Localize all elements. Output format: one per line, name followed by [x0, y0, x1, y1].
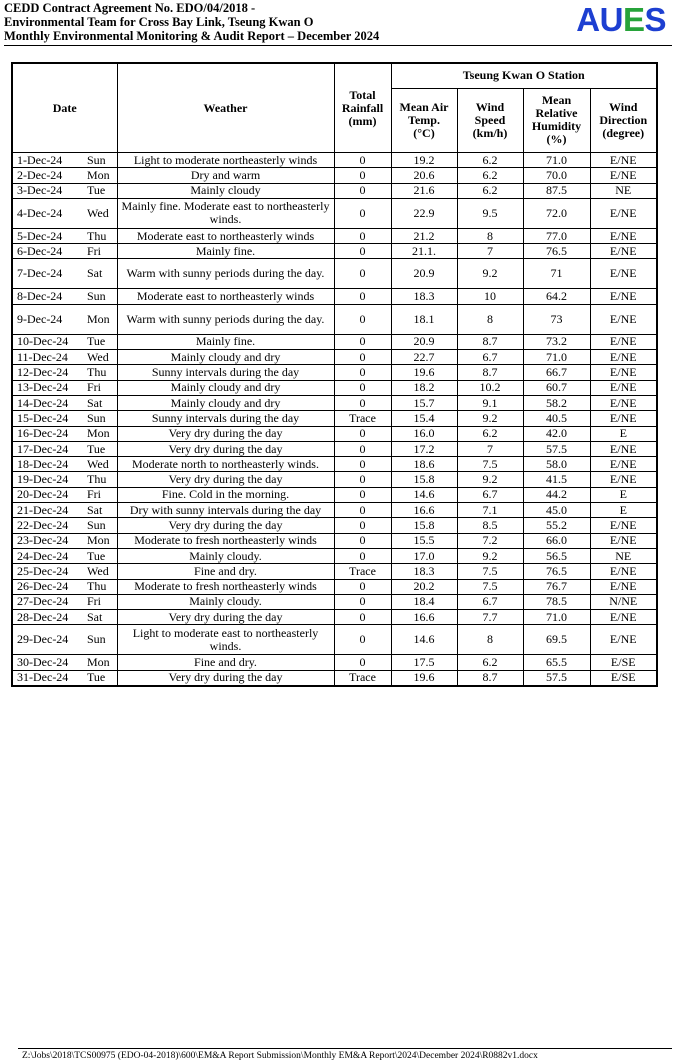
- row-rainfall: 0: [334, 304, 391, 334]
- row-humidity: 64.2: [523, 289, 590, 304]
- row-rainfall: 0: [334, 625, 391, 655]
- row-day: Mon: [84, 304, 117, 334]
- row-temperature: 20.9: [391, 334, 457, 349]
- report-header: [4, 0, 672, 46]
- row-weather: Mainly cloudy.: [117, 594, 334, 609]
- row-wind-speed: 6.2: [457, 153, 523, 168]
- row-wind-direction: E/NE: [590, 533, 657, 548]
- row-weather: Mainly cloudy: [117, 183, 334, 198]
- row-humidity: 71: [523, 259, 590, 289]
- row-wind-speed: 7.5: [457, 579, 523, 594]
- row-weather: Very dry during the day: [117, 518, 334, 533]
- table-row: [12, 198, 657, 228]
- row-day: Thu: [84, 579, 117, 594]
- row-weather: Very dry during the day: [117, 441, 334, 456]
- row-temperature: 20.2: [391, 579, 457, 594]
- row-day: Tue: [84, 441, 117, 456]
- row-day: Tue: [84, 183, 117, 198]
- row-rainfall: 0: [334, 503, 391, 518]
- row-day: Sun: [84, 289, 117, 304]
- row-date: 2-Dec-24: [12, 168, 84, 183]
- row-wind-speed: 6.7: [457, 350, 523, 365]
- row-humidity: 57.5: [523, 441, 590, 456]
- row-day: Wed: [84, 564, 117, 579]
- row-rainfall: 0: [334, 365, 391, 380]
- row-rainfall: 0: [334, 579, 391, 594]
- row-date: 27-Dec-24: [12, 594, 84, 609]
- row-day: Fri: [84, 244, 117, 259]
- row-humidity: 71.0: [523, 610, 590, 625]
- row-wind-speed: 7.5: [457, 457, 523, 472]
- row-temperature: 20.6: [391, 168, 457, 183]
- row-weather: Mainly fine.: [117, 334, 334, 349]
- table-row: [12, 503, 657, 518]
- table-row: [12, 625, 657, 655]
- row-day: Tue: [84, 334, 117, 349]
- row-weather: Warm with sunny periods during the day.: [117, 259, 334, 289]
- row-day: Fri: [84, 594, 117, 609]
- row-day: Sat: [84, 395, 117, 410]
- row-temperature: 19.2: [391, 153, 457, 168]
- row-weather: Mainly cloudy and dry: [117, 395, 334, 410]
- row-date: 3-Dec-24: [12, 183, 84, 198]
- row-wind-speed: 9.2: [457, 259, 523, 289]
- row-humidity: 76.5: [523, 244, 590, 259]
- row-day: Wed: [84, 350, 117, 365]
- team-title: Environmental Team for Cross Bay Link, Tseung Kwan O: [4, 15, 314, 29]
- row-temperature: 18.6: [391, 457, 457, 472]
- row-humidity: 65.5: [523, 655, 590, 670]
- row-wind-direction: N/NE: [590, 594, 657, 609]
- row-weather: Moderate east to northeasterly winds: [117, 289, 334, 304]
- row-wind-speed: 8.7: [457, 670, 523, 686]
- row-wind-speed: 6.2: [457, 183, 523, 198]
- row-wind-direction: E/NE: [590, 610, 657, 625]
- row-wind-direction: E: [590, 487, 657, 502]
- row-temperature: 17.0: [391, 548, 457, 563]
- row-humidity: 76.5: [523, 564, 590, 579]
- row-wind-speed: 9.5: [457, 198, 523, 228]
- header-divider: [4, 45, 672, 46]
- row-day: Mon: [84, 655, 117, 670]
- report-title: Monthly Environmental Monitoring & Audit Report – December 2024: [4, 29, 380, 43]
- row-wind-direction: E/NE: [590, 153, 657, 168]
- row-wind-direction: E/NE: [590, 564, 657, 579]
- row-humidity: 77.0: [523, 228, 590, 243]
- row-rainfall: 0: [334, 472, 391, 487]
- row-date: 10-Dec-24: [12, 334, 84, 349]
- row-date: 31-Dec-24: [12, 670, 84, 686]
- row-wind-speed: 10.2: [457, 380, 523, 395]
- table-row: [12, 289, 657, 304]
- row-wind-speed: 7: [457, 441, 523, 456]
- row-temperature: 19.6: [391, 365, 457, 380]
- row-date: 8-Dec-24: [12, 289, 84, 304]
- row-temperature: 15.8: [391, 518, 457, 533]
- row-wind-direction: NE: [590, 183, 657, 198]
- table-row: [12, 472, 657, 487]
- row-date: 22-Dec-24: [12, 518, 84, 533]
- row-date: 13-Dec-24: [12, 380, 84, 395]
- row-humidity: 58.0: [523, 457, 590, 472]
- row-temperature: 18.3: [391, 289, 457, 304]
- row-day: Thu: [84, 472, 117, 487]
- row-wind-direction: E/NE: [590, 411, 657, 426]
- row-temperature: 18.3: [391, 564, 457, 579]
- row-wind-direction: E/NE: [590, 244, 657, 259]
- row-humidity: 41.5: [523, 472, 590, 487]
- table-row: [12, 426, 657, 441]
- row-day: Thu: [84, 365, 117, 380]
- row-wind-speed: 7.7: [457, 610, 523, 625]
- row-date: 19-Dec-24: [12, 472, 84, 487]
- row-temperature: 15.7: [391, 395, 457, 410]
- row-temperature: 21.2: [391, 228, 457, 243]
- row-date: 17-Dec-24: [12, 441, 84, 456]
- row-humidity: 45.0: [523, 503, 590, 518]
- row-wind-direction: E/SE: [590, 670, 657, 686]
- row-temperature: 14.6: [391, 487, 457, 502]
- row-rainfall: 0: [334, 334, 391, 349]
- row-day: Mon: [84, 533, 117, 548]
- row-temperature: 15.4: [391, 411, 457, 426]
- row-day: Wed: [84, 198, 117, 228]
- row-humidity: 44.2: [523, 487, 590, 502]
- table-row: [12, 548, 657, 563]
- row-wind-speed: 8: [457, 228, 523, 243]
- row-weather: Very dry during the day: [117, 670, 334, 686]
- table-row: [12, 380, 657, 395]
- row-date: 7-Dec-24: [12, 259, 84, 289]
- row-wind-speed: 7.1: [457, 503, 523, 518]
- row-wind-speed: 8.7: [457, 365, 523, 380]
- row-rainfall: Trace: [334, 564, 391, 579]
- row-weather: Very dry during the day: [117, 472, 334, 487]
- row-date: 1-Dec-24: [12, 153, 84, 168]
- footer-divider: [18, 1048, 672, 1049]
- row-weather: Sunny intervals during the day: [117, 365, 334, 380]
- row-date: 28-Dec-24: [12, 610, 84, 625]
- row-weather: Dry with sunny intervals during the day: [117, 503, 334, 518]
- row-humidity: 40.5: [523, 411, 590, 426]
- row-wind-speed: 6.7: [457, 487, 523, 502]
- row-wind-speed: 7.5: [457, 564, 523, 579]
- row-date: 29-Dec-24: [12, 625, 84, 655]
- row-humidity: 56.5: [523, 548, 590, 563]
- row-wind-direction: E/NE: [590, 395, 657, 410]
- row-rainfall: 0: [334, 441, 391, 456]
- row-weather: Dry and warm: [117, 168, 334, 183]
- table-row: [12, 395, 657, 410]
- row-rainfall: 0: [334, 487, 391, 502]
- row-humidity: 76.7: [523, 579, 590, 594]
- row-wind-direction: E: [590, 426, 657, 441]
- row-temperature: 20.9: [391, 259, 457, 289]
- row-rainfall: 0: [334, 533, 391, 548]
- row-day: Sun: [84, 411, 117, 426]
- table-row: [12, 183, 657, 198]
- row-date: 6-Dec-24: [12, 244, 84, 259]
- wind-speed-header: Wind Speed (km/h): [457, 88, 523, 152]
- row-date: 12-Dec-24: [12, 365, 84, 380]
- row-wind-direction: E/NE: [590, 168, 657, 183]
- table-row: [12, 365, 657, 380]
- row-date: 15-Dec-24: [12, 411, 84, 426]
- weather-table-body: [12, 153, 657, 687]
- table-row: [12, 457, 657, 472]
- table-row: [12, 487, 657, 502]
- table-row: [12, 670, 657, 686]
- row-wind-direction: E/NE: [590, 259, 657, 289]
- row-rainfall: 0: [334, 350, 391, 365]
- row-rainfall: 0: [334, 457, 391, 472]
- row-rainfall: 0: [334, 426, 391, 441]
- row-wind-speed: 7.2: [457, 533, 523, 548]
- row-weather: Mainly cloudy.: [117, 548, 334, 563]
- row-date: 5-Dec-24: [12, 228, 84, 243]
- row-rainfall: 0: [334, 548, 391, 563]
- row-wind-speed: 8.7: [457, 334, 523, 349]
- weather-header: Weather: [117, 63, 334, 153]
- row-humidity: 42.0: [523, 426, 590, 441]
- row-wind-speed: 6.2: [457, 168, 523, 183]
- row-humidity: 78.5: [523, 594, 590, 609]
- row-wind-direction: E/NE: [590, 350, 657, 365]
- row-wind-speed: 8: [457, 625, 523, 655]
- row-temperature: 16.0: [391, 426, 457, 441]
- row-day: Tue: [84, 548, 117, 563]
- row-rainfall: 0: [334, 244, 391, 259]
- table-row: [12, 533, 657, 548]
- table-row: [12, 518, 657, 533]
- row-temperature: 14.6: [391, 625, 457, 655]
- row-weather: Moderate north to northeasterly winds.: [117, 457, 334, 472]
- row-weather: Moderate to fresh northeasterly winds: [117, 533, 334, 548]
- row-date: 4-Dec-24: [12, 198, 84, 228]
- row-weather: Fine and dry.: [117, 564, 334, 579]
- row-temperature: 18.4: [391, 594, 457, 609]
- row-humidity: 71.0: [523, 153, 590, 168]
- row-wind-direction: NE: [590, 548, 657, 563]
- row-temperature: 19.6: [391, 670, 457, 686]
- row-wind-direction: E/NE: [590, 365, 657, 380]
- row-wind-direction: E/NE: [590, 518, 657, 533]
- row-day: Sat: [84, 610, 117, 625]
- row-date: 18-Dec-24: [12, 457, 84, 472]
- row-wind-direction: E/NE: [590, 334, 657, 349]
- table-row: [12, 153, 657, 168]
- file-path-footer: Z:\Jobs\2018\TCS00975 (EDO-04-2018)\600\EM&A Report Submission\Monthly EM&A Report\2024\December 2024\R0882v1.docx: [22, 1051, 538, 1061]
- row-weather: Light to moderate northeasterly winds: [117, 153, 334, 168]
- row-wind-direction: E/NE: [590, 380, 657, 395]
- row-weather: Fine. Cold in the morning.: [117, 487, 334, 502]
- row-rainfall: 0: [334, 395, 391, 410]
- row-rainfall: 0: [334, 610, 391, 625]
- table-row: [12, 610, 657, 625]
- row-humidity: 70.0: [523, 168, 590, 183]
- row-temperature: 21.6: [391, 183, 457, 198]
- table-row: [12, 304, 657, 334]
- humidity-header: Mean Relative Humidity (%): [523, 88, 590, 152]
- row-day: Tue: [84, 670, 117, 686]
- row-rainfall: 0: [334, 153, 391, 168]
- row-temperature: 15.5: [391, 533, 457, 548]
- row-day: Wed: [84, 457, 117, 472]
- row-temperature: 17.5: [391, 655, 457, 670]
- row-wind-direction: E/NE: [590, 304, 657, 334]
- row-day: Fri: [84, 487, 117, 502]
- table-row: [12, 244, 657, 259]
- table-row: [12, 564, 657, 579]
- row-wind-direction: E/NE: [590, 625, 657, 655]
- row-rainfall: Trace: [334, 411, 391, 426]
- table-row: [12, 168, 657, 183]
- station-header: Tseung Kwan O Station: [391, 63, 657, 88]
- table-row: [12, 441, 657, 456]
- row-wind-direction: E/NE: [590, 441, 657, 456]
- temp-header: Mean Air Temp. (°C): [391, 88, 457, 152]
- row-wind-direction: E/NE: [590, 198, 657, 228]
- row-rainfall: 0: [334, 380, 391, 395]
- row-humidity: 73: [523, 304, 590, 334]
- row-humidity: 57.5: [523, 670, 590, 686]
- row-rainfall: 0: [334, 655, 391, 670]
- row-humidity: 55.2: [523, 518, 590, 533]
- row-rainfall: 0: [334, 168, 391, 183]
- row-temperature: 22.9: [391, 198, 457, 228]
- table-row: [12, 655, 657, 670]
- row-wind-speed: 9.1: [457, 395, 523, 410]
- row-weather: Mainly cloudy and dry: [117, 350, 334, 365]
- table-row: [12, 579, 657, 594]
- weather-table: [11, 62, 658, 687]
- row-date: 24-Dec-24: [12, 548, 84, 563]
- rainfall-header: Total Rainfall (mm): [334, 63, 391, 153]
- wind-direction-header: Wind Direction (degree): [590, 88, 657, 152]
- row-rainfall: 0: [334, 594, 391, 609]
- row-day: Thu: [84, 228, 117, 243]
- row-date: 30-Dec-24: [12, 655, 84, 670]
- row-wind-direction: E/NE: [590, 579, 657, 594]
- row-wind-speed: 6.2: [457, 655, 523, 670]
- row-temperature: 16.6: [391, 503, 457, 518]
- row-rainfall: 0: [334, 228, 391, 243]
- row-temperature: 22.7: [391, 350, 457, 365]
- row-humidity: 71.0: [523, 350, 590, 365]
- row-day: Sat: [84, 503, 117, 518]
- row-wind-speed: 8.5: [457, 518, 523, 533]
- row-weather: Very dry during the day: [117, 426, 334, 441]
- contract-title: CEDD Contract Agreement No. EDO/04/2018 -: [4, 1, 256, 15]
- row-humidity: 69.5: [523, 625, 590, 655]
- row-humidity: 72.0: [523, 198, 590, 228]
- table-row: [12, 334, 657, 349]
- row-humidity: 66.0: [523, 533, 590, 548]
- row-wind-speed: 9.2: [457, 411, 523, 426]
- row-wind-speed: 6.7: [457, 594, 523, 609]
- row-temperature: 21.1.: [391, 244, 457, 259]
- row-rainfall: 0: [334, 289, 391, 304]
- row-weather: Mainly fine.: [117, 244, 334, 259]
- row-date: 9-Dec-24: [12, 304, 84, 334]
- row-wind-speed: 7: [457, 244, 523, 259]
- row-day: Fri: [84, 380, 117, 395]
- row-day: Mon: [84, 168, 117, 183]
- row-weather: Fine and dry.: [117, 655, 334, 670]
- row-weather: Mainly fine. Moderate east to northeasterly winds.: [117, 198, 334, 228]
- row-weather: Sunny intervals during the day: [117, 411, 334, 426]
- date-header: Date: [12, 63, 117, 153]
- table-row: [12, 411, 657, 426]
- row-date: 26-Dec-24: [12, 579, 84, 594]
- row-day: Mon: [84, 426, 117, 441]
- row-day: Sun: [84, 153, 117, 168]
- row-wind-direction: E/NE: [590, 472, 657, 487]
- row-wind-speed: 9.2: [457, 472, 523, 487]
- row-day: Sat: [84, 259, 117, 289]
- row-humidity: 66.7: [523, 365, 590, 380]
- row-weather: Moderate to fresh northeasterly winds: [117, 579, 334, 594]
- row-rainfall: 0: [334, 518, 391, 533]
- row-temperature: 15.8: [391, 472, 457, 487]
- row-temperature: 17.2: [391, 441, 457, 456]
- row-weather: Moderate east to northeasterly winds: [117, 228, 334, 243]
- row-rainfall: 0: [334, 183, 391, 198]
- table-row: [12, 228, 657, 243]
- row-day: Sun: [84, 518, 117, 533]
- row-humidity: 60.7: [523, 380, 590, 395]
- row-wind-speed: 9.2: [457, 548, 523, 563]
- row-weather: Very dry during the day: [117, 610, 334, 625]
- row-weather: Mainly cloudy and dry: [117, 380, 334, 395]
- row-humidity: 87.5: [523, 183, 590, 198]
- row-wind-direction: E/NE: [590, 289, 657, 304]
- row-date: 23-Dec-24: [12, 533, 84, 548]
- row-wind-direction: E/NE: [590, 228, 657, 243]
- row-wind-speed: 6.2: [457, 426, 523, 441]
- row-date: 14-Dec-24: [12, 395, 84, 410]
- row-humidity: 58.2: [523, 395, 590, 410]
- row-date: 11-Dec-24: [12, 350, 84, 365]
- row-wind-direction: E/NE: [590, 457, 657, 472]
- row-weather: Light to moderate east to northeasterly winds.: [117, 625, 334, 655]
- row-humidity: 73.2: [523, 334, 590, 349]
- row-date: 20-Dec-24: [12, 487, 84, 502]
- row-date: 25-Dec-24: [12, 564, 84, 579]
- row-rainfall: 0: [334, 198, 391, 228]
- row-wind-direction: E: [590, 503, 657, 518]
- row-weather: Warm with sunny periods during the day.: [117, 304, 334, 334]
- table-row: [12, 594, 657, 609]
- row-rainfall: 0: [334, 259, 391, 289]
- row-date: 21-Dec-24: [12, 503, 84, 518]
- table-row: [12, 350, 657, 365]
- row-day: Sun: [84, 625, 117, 655]
- row-rainfall: Trace: [334, 670, 391, 686]
- aues-logo: AUES: [576, 1, 666, 38]
- row-temperature: 18.2: [391, 380, 457, 395]
- row-wind-speed: 10: [457, 289, 523, 304]
- row-temperature: 16.6: [391, 610, 457, 625]
- table-row: [12, 259, 657, 289]
- row-temperature: 18.1: [391, 304, 457, 334]
- row-wind-direction: E/SE: [590, 655, 657, 670]
- row-wind-speed: 8: [457, 304, 523, 334]
- row-date: 16-Dec-24: [12, 426, 84, 441]
